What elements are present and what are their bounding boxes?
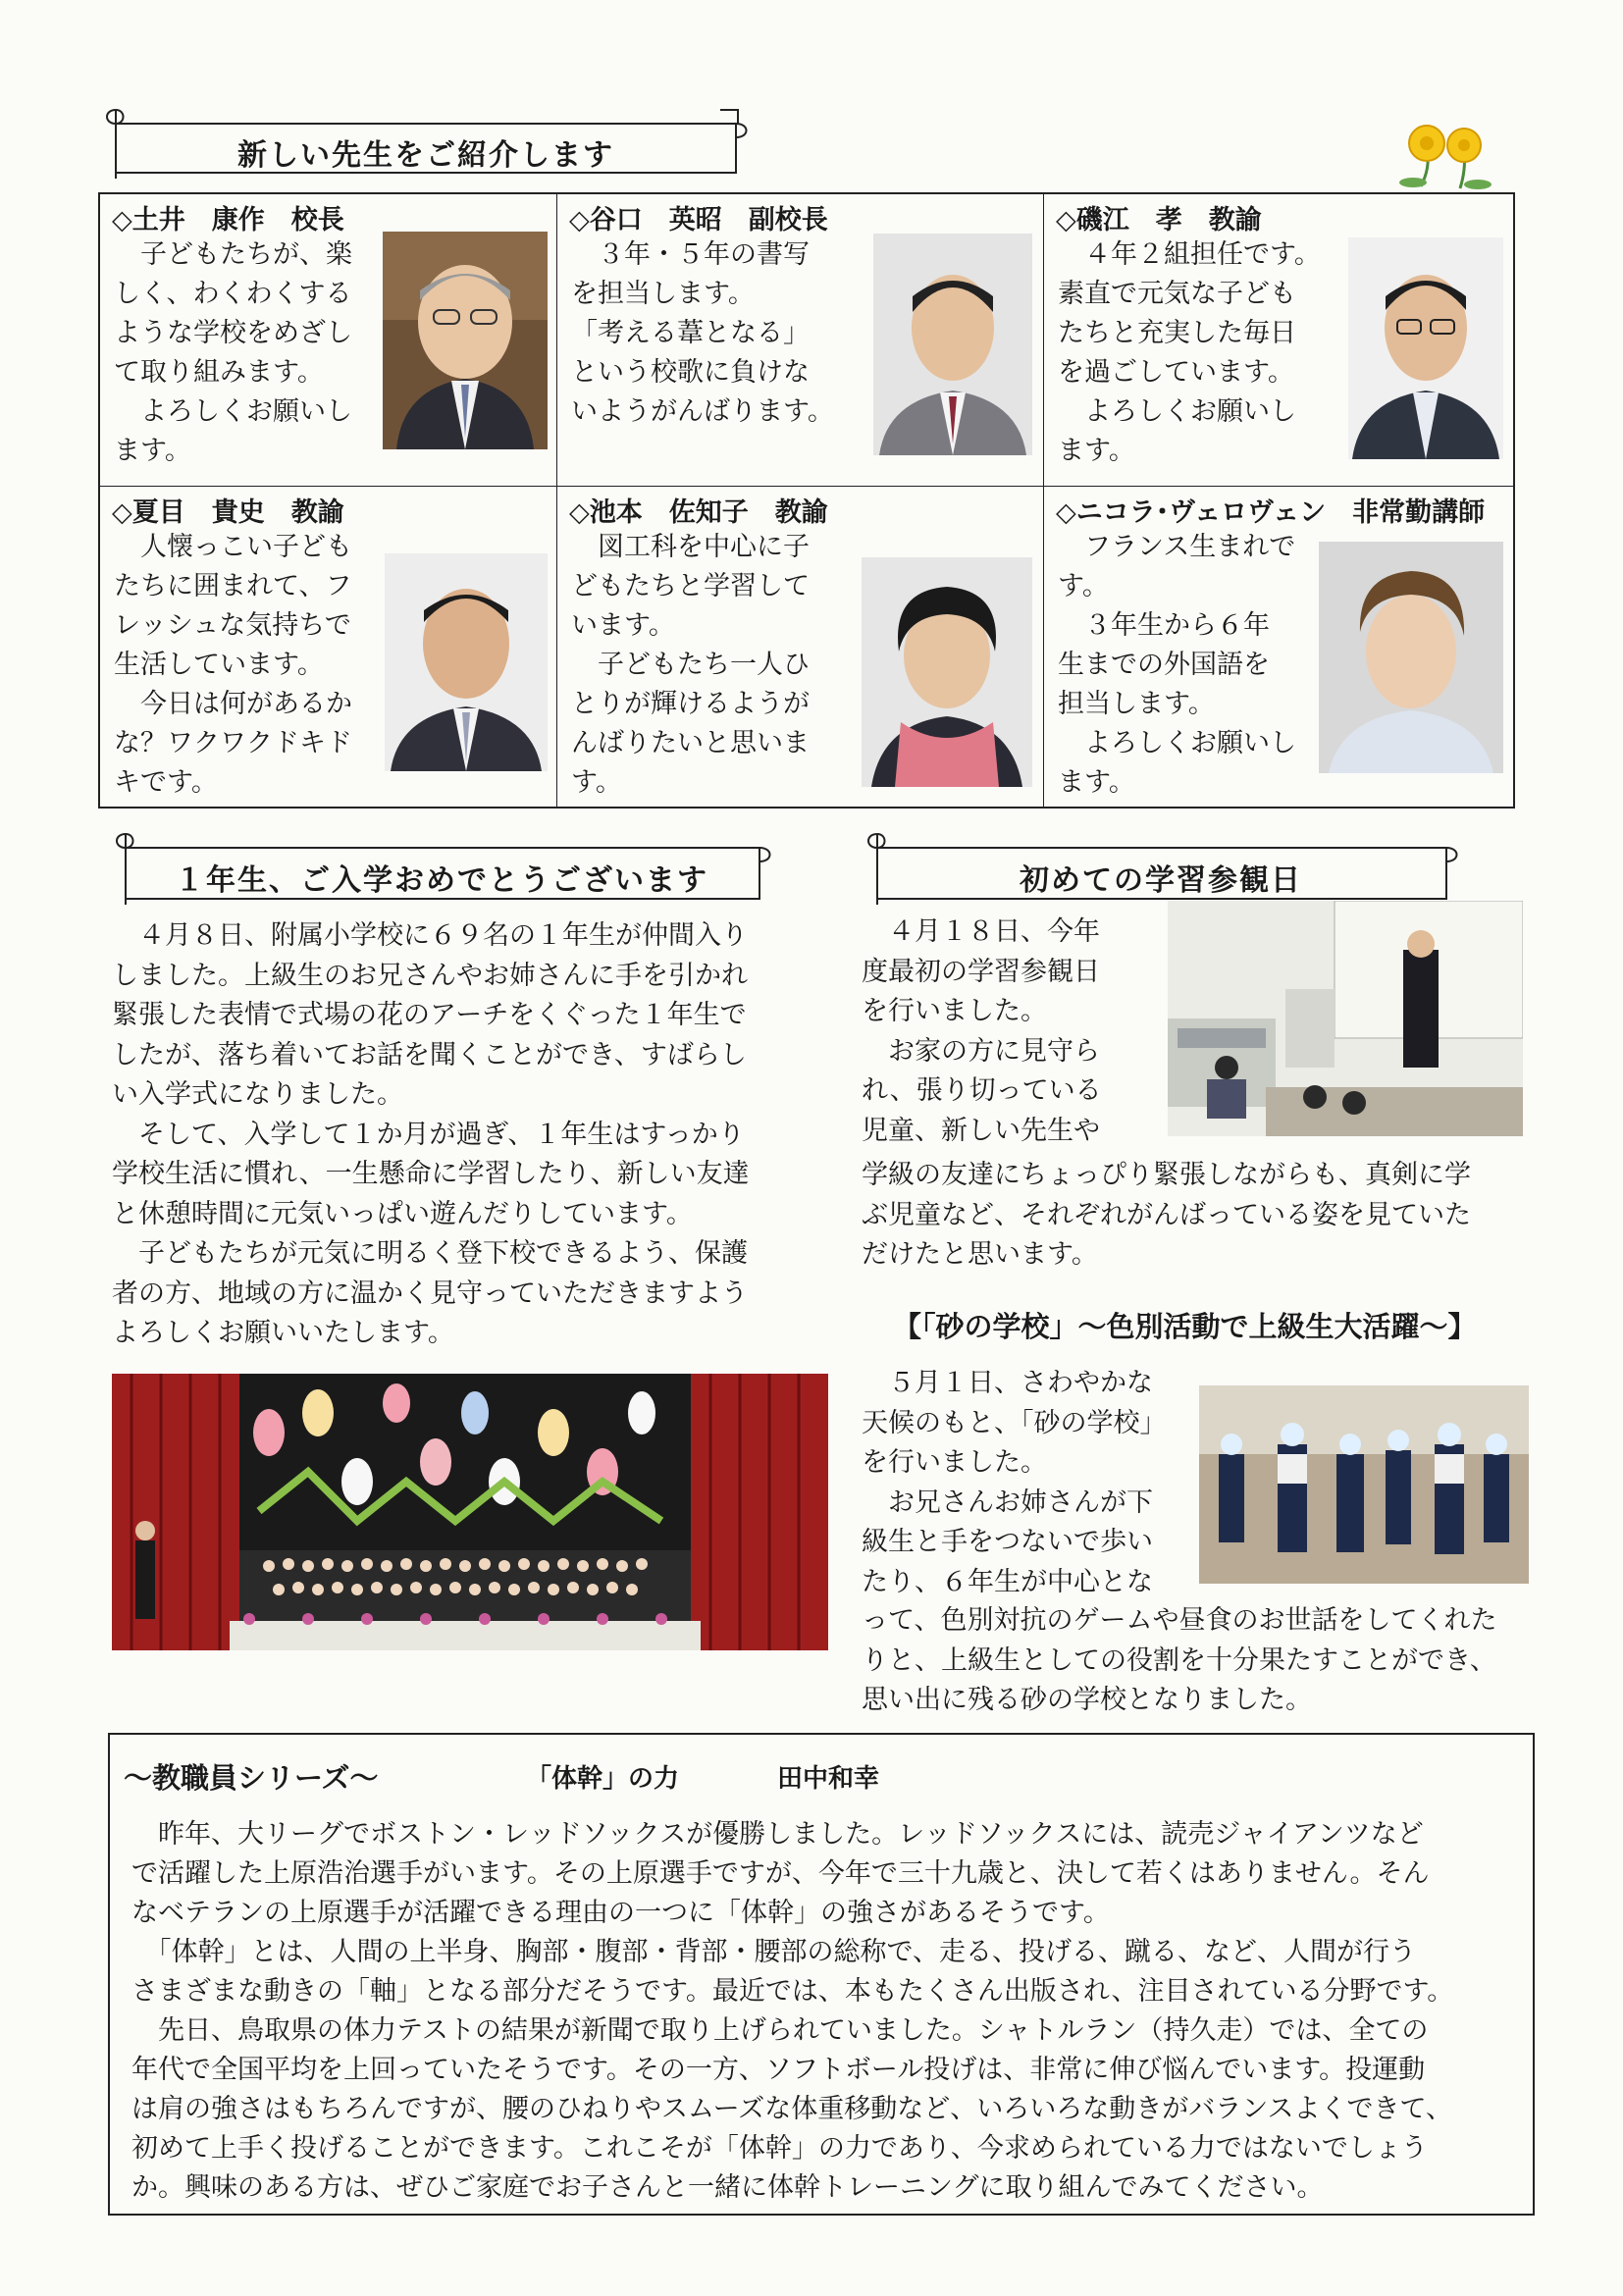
entrance-article-banner (110, 832, 773, 907)
staff-series-box (108, 1733, 1535, 2216)
teacher-photo (1319, 542, 1503, 773)
teacher-name: ◇土井 康作 校長 (112, 205, 344, 235)
teacher-name: ◇谷口 英昭 副校長 (569, 205, 828, 235)
teacher-photo (385, 553, 548, 771)
staff-series-heading: ～教職員シリーズ～ (124, 1761, 379, 1795)
sand-school-photo (1199, 1385, 1529, 1584)
teacher-grid (98, 192, 1515, 809)
teacher-name: ◇夏目 貴史 教諭 (112, 497, 344, 528)
observation-article-body-bottom: 学級の友達にちょっぴり緊張しながらも、真剣に学 ぶ児童など、それぞれがんばっている姿を見ていた だけたと思います。 (862, 1160, 1471, 1270)
teacher-message: ４年２組担任です。 素直で元気な子ども たちと充実した毎日 を過ごしています。 よろしくお願いし ます。 (1058, 239, 1321, 466)
classroom-photo (1168, 901, 1523, 1136)
teacher-photo (862, 557, 1032, 787)
sand-school-title: 【「砂の学校」～色別活動で上級生大活躍～】 (893, 1310, 1477, 1343)
entrance-ceremony-photo (112, 1374, 828, 1650)
teacher-message: フランス生まれで す。 ３年生から６年 生までの外国語を 担当します。 よろしくお願いし ます。 (1058, 532, 1296, 798)
staff-series-title: 「体幹」の力 (526, 1764, 680, 1794)
teacher-photo (873, 234, 1032, 455)
observation-article-title: 初めての学習参観日 (1020, 863, 1302, 898)
entrance-article-body: ４月８日、附属小学校に６９名の１年生が仲間入り しました。上級生のお兄さんやお姉さんに手を引かれ 緊張した表情で式場の花のアーチをくぐった１年生で したが、落ち着いてお話を聞くことができ、すばらし い入学式になりました。 そして、入学して１か月が過ぎ、１年生はすっかり 学校生活に慣れ、一生懸命に学習したり、新しい友達 と休憩時間に元気いっぱい遊んだりしています。 子どもたちが元気に明るく登下校できるよう、保護 者の方、地域の方に温かく見守っていただきますよう よろしくお願いいたします。 (112, 920, 750, 1348)
observation-article-banner (862, 832, 1460, 907)
teachers-section-title: 新しい先生をご紹介します (237, 138, 614, 173)
teacher-card (100, 487, 557, 807)
staff-series-body: 昨年、大リーグでボストン・レッドソックスが優勝しました。レッドソックスには、読売ジャイアンツなど で活躍した上原浩治選手がいます。その上原選手ですが、今年で三十九歳と、決して若くはありません。そん なベテランの上原選手が活躍できる理由の一つに「体幹」の強さがあるそうです。 「体幹」とは、人間の上半身、胸部・腹部・背部・腰部の総称で、走る、投げる、蹴る、など、人間が行う さまざまな動きの「軸」となる部分だそうです。最近では、本もたくさん出版され、注目されている分野です。 先日、鳥取県の体力テストの結果が新聞で取り上げられていました。シャトルラン（持久走）では、全ての 年代で全国平均を上回っていたそうです。その一方、ソフトボール投げは、非常に伸び悩んでいます。投運動 は肩の強さはもちろんですが、腰のひねりやスムーズな体重移動など、いろいろな動きがバランスよくできて、 初めて上手く投げることができます。これこそが「体幹」の力であり、今求められている力ではないでしょう か。興味のある方は、ぜひご家庭でお子さんと一緒に体幹トレーニングに取り組んでみてください。 (131, 1819, 1454, 2203)
teacher-photo (383, 232, 548, 449)
teacher-card (1044, 194, 1513, 487)
observation-article-body-top: ４月１８日、今年 度最初の学習参観日 を行いました。 お家の方に見守ら れ、張り切っている 児童、新しい先生や (862, 916, 1102, 1146)
flower-icon (1391, 118, 1499, 196)
teacher-name: ◇池本 佐知子 教諭 (569, 497, 828, 528)
teacher-message: 人懐っこい子ども たちに囲まれて、フ レッシュな気持ちで 生活しています。 今日は何があるか な？ワクワクドキド キです。 (114, 532, 352, 798)
teacher-card (557, 487, 1044, 807)
sand-school-body-top: ５月１日、さわやかな 天候のもと、「砂の学校」 を行いました。 お兄さんお姉さんが下 級生と手をつないで歩い たり、６年生が中心とな (862, 1368, 1167, 1597)
teacher-card (100, 194, 557, 487)
teacher-name: ◇磯江 孝 教諭 (1056, 205, 1262, 235)
teacher-message: ３年・５年の書写 を担当します。 「考える葦となる」 という校歌に負けな いようがんばります。 (571, 239, 834, 427)
teachers-section-banner (102, 106, 750, 181)
staff-series-author: 田中和幸 (777, 1764, 880, 1794)
teacher-card (1044, 487, 1513, 807)
teacher-name: ◇ニコラ･ヴェロヴェン 非常勤講師 (1056, 497, 1486, 528)
teacher-photo (1348, 237, 1503, 459)
teacher-message: 子どもたちが、楽 しく、わくわくする ような学校をめざし て取り組みます。 よろしくお願いし ます。 (114, 239, 352, 466)
teacher-message: 図工科を中心に子 どもたちと学習して います。 子どもたち一人ひ とりが輝けるようが んばりたいと思いま す。 (571, 532, 810, 798)
teacher-card (557, 194, 1044, 487)
sand-school-body-bottom: って、色別対抗のゲームや昼食のお世話をしてくれた りと、上級生としての役割を十分果たすことができ、 思い出に残る砂の学校となりました。 (862, 1605, 1497, 1715)
entrance-article-title: １年生、ご入学おめでとうございます (175, 863, 708, 898)
